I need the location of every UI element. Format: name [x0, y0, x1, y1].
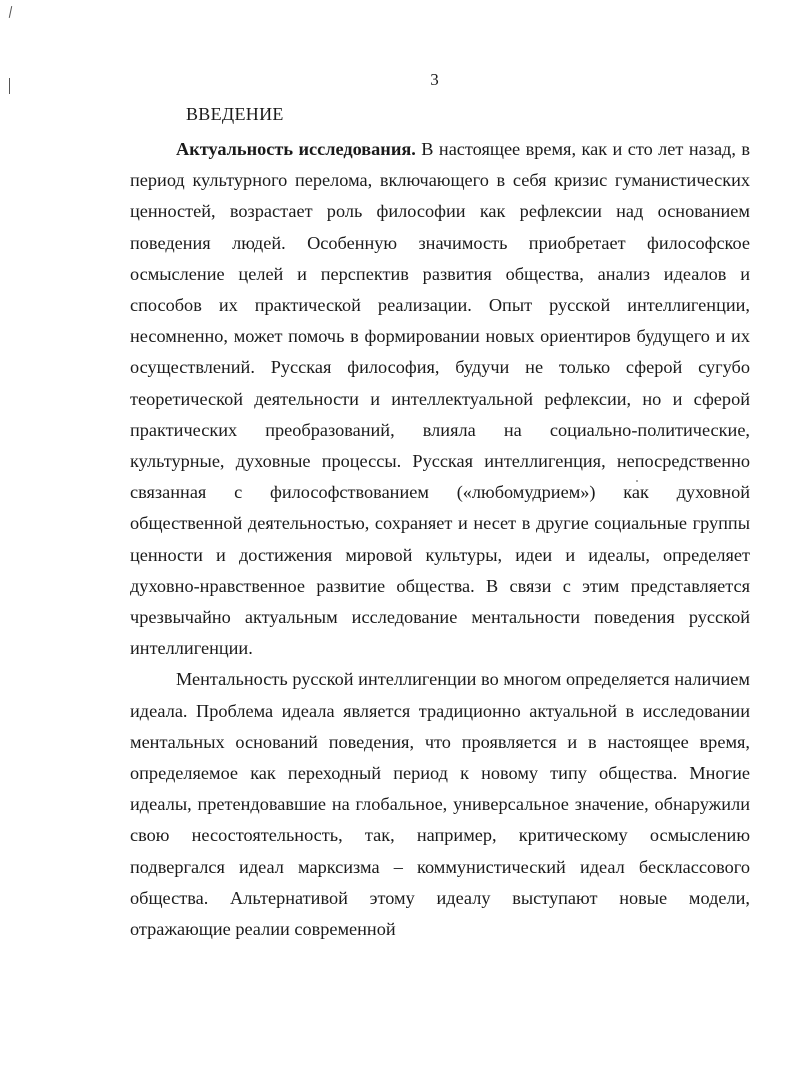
page-number: 3	[430, 70, 439, 89]
paragraph-text: В настоящее время, как и сто лет назад, в период культурного перелома, включающего в себя кризис гуманистических ценностей, возрастает роль философии как рефлексии над основанием поведения людей. Особенную значимость приобретает философское осмысление целей и перспектив развития общества, анализ идеалов и способов их практической реализации. Опыт русской интеллигенции, несомненно, может помочь в формировании новых ориентиров будущего и их осуществлений. Русская философия, будучи не только сферой сугубо теоретической деятельности и интеллектуальной рефлексии, но и сферой практических преобразований, влияла на социально-политические, культурные, духовные процессы. Русская интеллигенция, непосредственно связанная с философствованием («любомудрием») как духовной общественной деятельностью, сохраняет и несет в другие социальные группы ценности и достижения мировой культуры, идеи и идеалы, определяет духовно-нравственное развитие общества. В связи с этим представляется чрезвычайно актуальным исследование ментальности поведения русской интеллигенции.	[130, 139, 750, 659]
scan-artifact-mark	[9, 78, 10, 94]
paragraph	[130, 664, 750, 945]
body-text	[130, 134, 750, 945]
section-heading: ВВЕДЕНИЕ	[186, 104, 284, 124]
paragraph-text: Ментальность русской интеллигенции во многом определяется наличием идеала. Проблема идеала является традиционно актуальной в исследовании ментальных оснований поведения, что проявляется и в настоящее время, определяемое как переходный период к новому типу общества. Многие идеалы, претендовавшие на глобальное, универсальное значение, обнаружили свою несостоятельность, так, например, критическому осмыслению подвергался идеал марксизма – коммунистический идеал бесклассового общества. Альтернативой этому идеалу выступают новые модели, отражающие реалии современной	[130, 669, 750, 940]
paragraph	[130, 134, 750, 664]
paragraph-lead: Актуальность исследования.	[176, 139, 416, 159]
scan-artifact-mark	[9, 6, 12, 18]
